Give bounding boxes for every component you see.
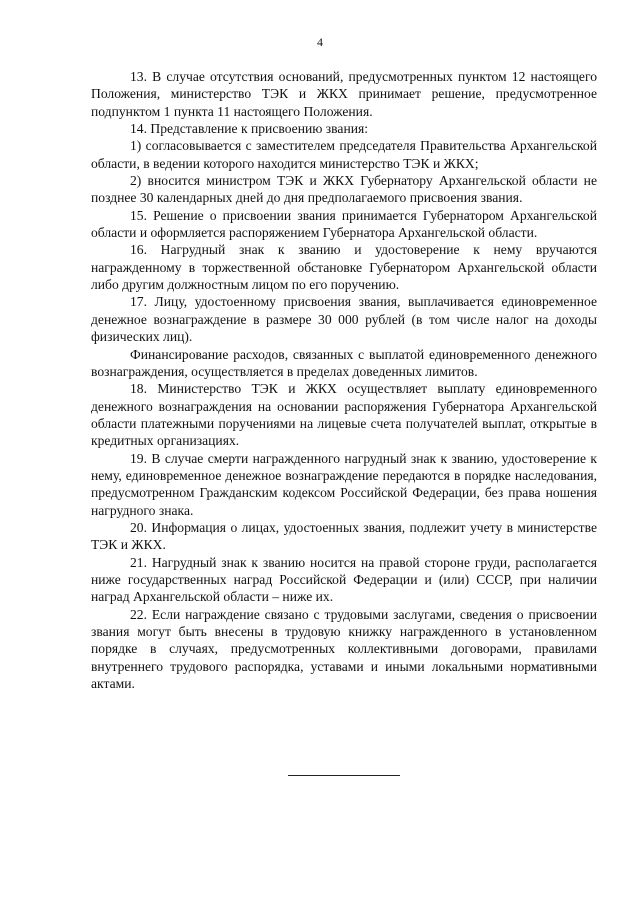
- page-number: 4: [317, 35, 323, 49]
- paragraph-17-financing: Финансирование расходов, связанных с выплатой единовременного денежного вознаграждения, осуществляется в пределах доведенных лимитов.: [91, 346, 597, 379]
- paragraph-19: 19. В случае смерти награжденного нагрудный знак к званию, удостоверение к нему, единовременное денежное вознаграждение передаются в порядке наследования, предусмотренном Гражданским кодексом Российской Федерации, без права ношения нагрудного знака.: [91, 450, 597, 518]
- paragraph-14: 14. Представление к присвоению звания:: [130, 121, 369, 137]
- document-body: [91, 68, 597, 692]
- paragraph-17: 17. Лицу, удостоенному присвоения звания, выплачивается единовременное денежное вознаграждение в размере 30 000 рублей (в том числе налог на доходы физических лиц).: [91, 294, 597, 345]
- paragraph-18: 18. Министерство ТЭК и ЖКХ осуществляет выплату единовременного денежного вознаграждения на основании распоряжения Губернатора Архангельской области платежными поручениями на лицевые счета получателей выплат, открытые в кредитных организациях.: [91, 381, 597, 449]
- paragraph-15: 15. Решение о присвоении звания принимается Губернатором Архангельской области и оформляется распоряжением Губернатора Архангельской области.: [91, 207, 597, 241]
- paragraph-16: 16. Нагрудный знак к званию и удостоверение к нему вручаются награжденному в торжественной обстановке Губернатором Архангельской области либо другим должностным лицом по его поручению.: [91, 242, 597, 293]
- paragraph-14-item-1: 1) согласовывается с заместителем председателя Правительства Архангельской области, в ведении которого находится министерство ТЭК и ЖКХ;: [91, 138, 597, 171]
- paragraph-22: 22. Если награждение связано с трудовыми заслугами, сведения о присвоении звания могут быть внесены в трудовую книжку награжденного в установленном порядке в случаях, предусмотренных коллективными договорами, правилами внутреннего трудового распорядка, уставами и иными локальными нормативными актами.: [91, 606, 597, 692]
- paragraph-21: 21. Нагрудный знак к званию носится на правой стороне груди, располагается ниже государственных наград Российской Федерации и (или) СССР, при наличии наград Архангельской области – ниже их.: [91, 554, 597, 605]
- paragraph-14-item-2: 2) вносится министром ТЭК и ЖКХ Губернатору Архангельской области не позднее 30 календарных дней до дня предполагаемого присвоения звания.: [91, 173, 597, 206]
- paragraph-20: 20. Информация о лицах, удостоенных звания, подлежит учету в министерстве ТЭК и ЖКХ.: [91, 519, 597, 553]
- paragraph-13: 13. В случае отсутствия оснований, предусмотренных пунктом 12 настоящего Положения, министерство ТЭК и ЖКХ принимает решение, предусмотренное подпунктом 1 пункта 11 настоящего Положения.: [91, 69, 597, 119]
- end-divider: [288, 775, 400, 776]
